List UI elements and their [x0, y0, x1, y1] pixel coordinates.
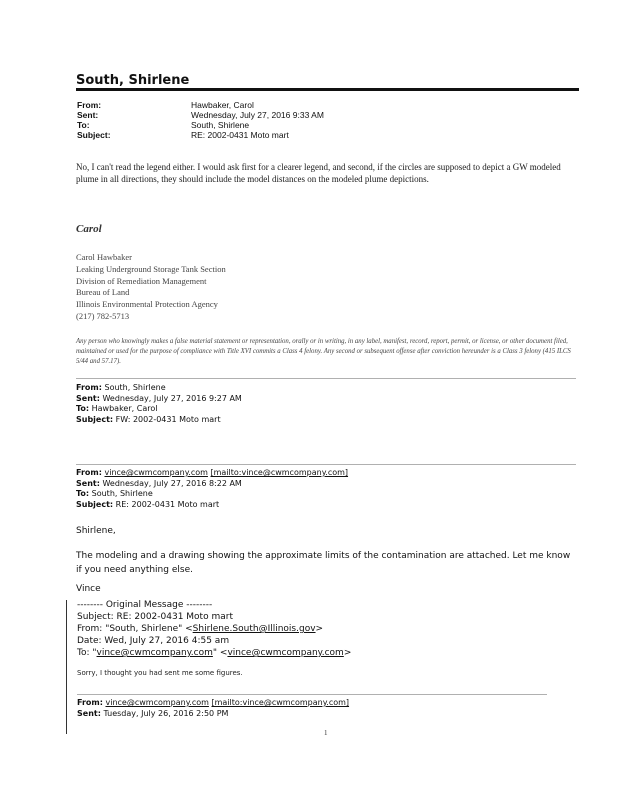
original-subject: Subject: RE: 2002-0431 Moto mart — [77, 612, 233, 622]
legal-disclaimer: Any person who knowingly makes a false material statement or representation, orally or in writing, in any label, manifest, record, report, permit, or license, or other document filed, maintained or used for the purpose of compliance with Title XVI commits a Class 4 felony. Any second or subsequent offense after conviction hereunder is a Class 3 felony (415 ILCS 5/44 and 57.17). — [76, 338, 571, 365]
from-email-link[interactable]: vince@cwmcompany.com — [104, 468, 208, 477]
from-label: From: — [77, 100, 102, 110]
original-message — [77, 599, 351, 659]
page-number: 1 — [324, 729, 328, 737]
to-label: To: — [76, 404, 90, 413]
to-label: To: — [77, 120, 90, 130]
mailto-link[interactable]: [mailto:vince@cwmcompany.com] — [211, 698, 350, 707]
from-prefix: From: "South, Shirlene" < — [77, 624, 193, 634]
sent-value: Tuesday, July 26, 2016 2:50 PM — [103, 708, 229, 718]
sent-value: Wednesday, July 27, 2016 9:33 AM — [191, 110, 324, 120]
message-text: The modeling and a drawing showing the approximate limits of the contamination are attached. Let me know if you need anything else. — [76, 551, 571, 575]
original-to — [77, 647, 351, 659]
signoff: Vince — [76, 584, 101, 594]
sent-label: Sent: — [76, 478, 100, 488]
salutation: Shirlene, — [76, 526, 116, 536]
to-mid: " < — [212, 648, 228, 658]
subject-value: RE: 2002-0431 Moto mart — [191, 130, 289, 140]
original-date: Date: Wed, July 27, 2016 4:55 am — [77, 636, 230, 646]
forwarded-header — [76, 383, 242, 425]
subject-label: Subject: — [76, 499, 114, 509]
quote-bar — [66, 600, 67, 734]
signature-line: Division of Remediation Management — [76, 275, 207, 286]
to-prefix: To: " — [77, 648, 97, 658]
subject-label: Subject: — [77, 130, 111, 140]
signature-line: Leaking Underground Storage Tank Section — [76, 263, 226, 274]
to-name-link[interactable]: vince@cwmcompany.com — [96, 648, 213, 658]
forwarded-header — [76, 468, 348, 510]
header-divider — [76, 88, 579, 91]
sent-value: Wednesday, July 27, 2016 9:27 AM — [102, 393, 242, 403]
from-value: Hawbaker, Carol — [191, 100, 254, 110]
from-value: South, Shirlene — [104, 383, 166, 392]
from-label: From: — [76, 468, 102, 477]
to-value: South, Shirlene — [91, 489, 153, 498]
signature-line: Bureau of Land — [76, 287, 130, 298]
mailto-link[interactable]: [mailto:vince@cwmcompany.com] — [210, 468, 349, 477]
signature-script: Carol — [76, 223, 102, 235]
sent-label: Sent: — [76, 393, 100, 403]
signature-line: Illinois Environmental Protection Agency — [76, 299, 218, 310]
original-from — [77, 623, 351, 635]
from-email-link[interactable]: vince@cwmcompany.com — [105, 698, 209, 707]
sent-value: Wednesday, July 27, 2016 8:22 AM — [102, 478, 242, 488]
to-value: South, Shirlene — [191, 120, 250, 130]
to-label: To: — [76, 489, 90, 498]
signature-line: (217) 782-5713 — [76, 310, 130, 321]
signature-line: Carol Hawbaker — [76, 252, 132, 262]
to-value: Hawbaker, Carol — [91, 404, 158, 413]
section-divider — [76, 464, 576, 465]
mailbox-owner-name: South, Shirlene — [76, 73, 190, 88]
subject-label: Subject: — [76, 414, 114, 424]
section-divider — [76, 378, 576, 379]
to-suffix: > — [343, 648, 352, 658]
from-label: From: — [77, 698, 103, 707]
from-suffix: > — [315, 624, 324, 634]
subject-value: FW: 2002-0431 Moto mart — [115, 414, 221, 424]
forwarded-header — [77, 698, 349, 719]
original-divider: -------- Original Message -------- — [77, 600, 213, 610]
message-header — [77, 100, 324, 140]
subject-value: RE: 2002-0431 Moto mart — [115, 499, 220, 509]
from-label: From: — [76, 383, 102, 392]
quoted-reply: Sorry, I thought you had sent me some figures. — [77, 669, 243, 677]
message-body: No, I can't read the legend either. I would ask first for a clearer legend, and second, if the circles are supposed to depict a GW modeled plume in all directions, they should include the model distances on the modeled plume depictions. — [76, 162, 561, 184]
signature-block — [76, 252, 226, 323]
sent-label: Sent: — [77, 110, 99, 120]
section-divider — [77, 694, 547, 695]
sent-label: Sent: — [77, 708, 101, 718]
to-email-link[interactable]: vince@cwmcompany.com — [227, 648, 344, 658]
from-email-link[interactable]: Shirlene.South@Illinois.gov — [192, 624, 316, 634]
